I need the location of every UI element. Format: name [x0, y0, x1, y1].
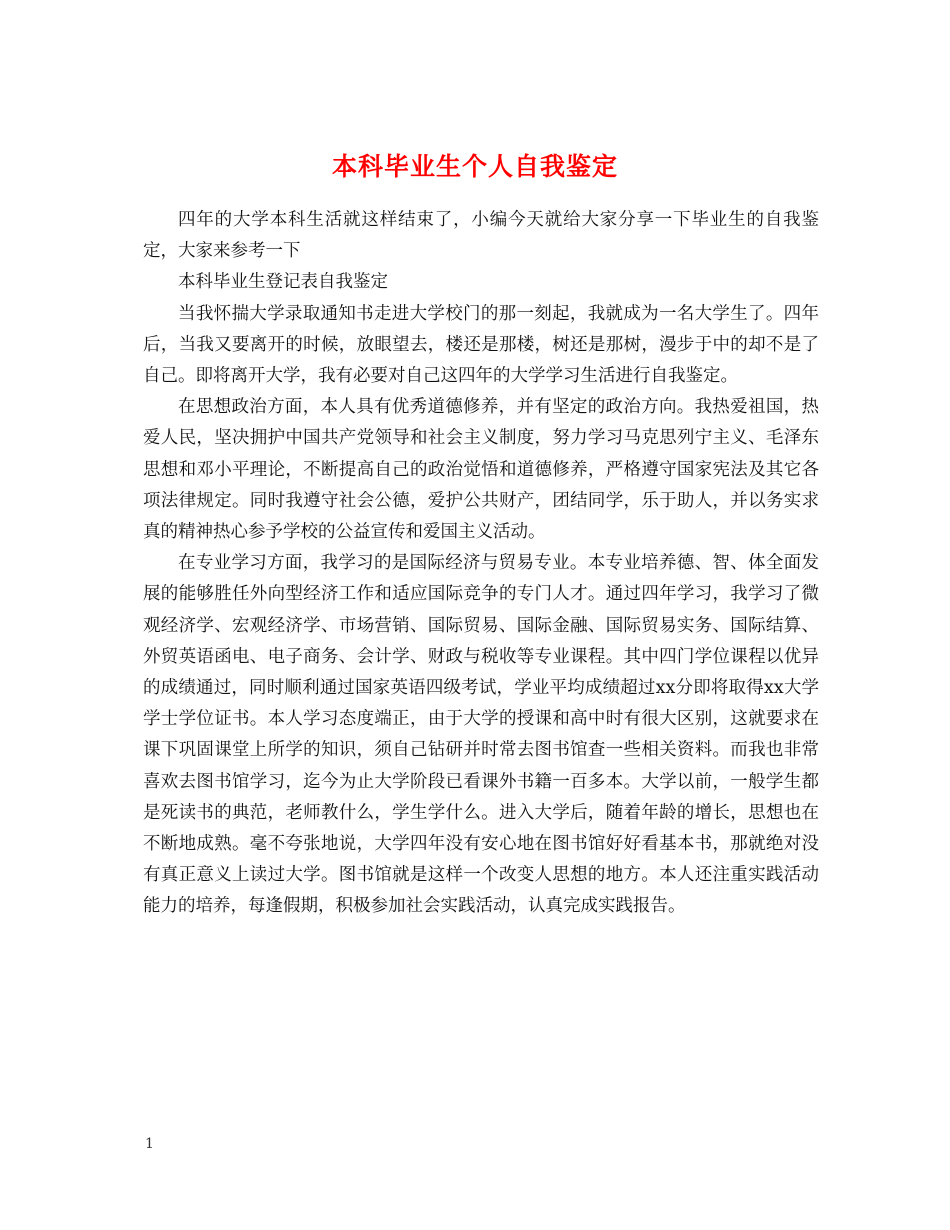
document-body: [143, 205, 819, 923]
document-title: 本科毕业生个人自我鉴定: [331, 151, 618, 181]
section-heading: 本科毕业生登记表自我鉴定: [178, 272, 388, 293]
intro-paragraph: 四年的大学本科生活就这样结束了，小编今天就给大家分享一下毕业生的自我鉴定，大家来参考一下: [143, 210, 819, 262]
page-number: 1: [145, 1136, 154, 1152]
body-paragraph: 在思想政治方面，本人具有优秀道德修养，并有坚定的政治方向。我热爱祖国，热爱人民，坚决拥护中国共产党领导和社会主义制度，努力学习马克思列宁主义、毛泽东思想和邓小平理论，不断提高自己的政治觉悟和道德修养，严格遵守国家宪法及其它各项法律规定。同时我遵守社会公德，爱护公共财产，团结同学，乐于助人，并以务实求真的精神热心参予学校的公益宣传和爱国主义活动。: [143, 397, 819, 543]
body-paragraph: 在专业学习方面，我学习的是国际经济与贸易专业。本专业培养德、智、体全面发展的能够胜任外向型经济工作和适应国际竞争的专门人才。通过四年学习，我学习了微观经济学、宏观经济学、市场营销、国际贸易、国际金融、国际贸易实务、国际结算、外贸英语函电、电子商务、会计学、财政与税收等专业课程。其中四门学位课程以优异的成绩通过，同时顺利通过国家英语四级考试，学业平均成绩超过xx分即将取得xx大学学士学位证书。本人学习态度端正，由于大学的授课和高中时有很大区别，这就要求在课下巩固课堂上所学的知识，须自己钻研并时常去图书馆查一些相关资料。而我也非常喜欢去图书馆学习，迄今为止大学阶段已看课外书籍一百多本。大学以前，一般学生都是死读书的典范，老师教什么，学生学什么。进入大学后，随着年龄的增长，思想也在不断地成熟。毫不夸张地说，大学四年没有安心地在图书馆好好看基本书，那就绝对没有真正意义上读过大学。图书馆就是这样一个改变人思想的地方。本人还注重实践活动能力的培养，每逢假期，积极参加社会实践活动，认真完成实践报告。: [143, 553, 819, 917]
body-paragraph: 当我怀揣大学录取通知书走进大学校门的那一刻起，我就成为一名大学生了。四年后，当我又要离开的时候，放眼望去，楼还是那楼，树还是那树，漫步于中的却不是了自己。即将离开大学，我有必要对自己这四年的大学学习生活进行自我鉴定。: [143, 303, 819, 387]
